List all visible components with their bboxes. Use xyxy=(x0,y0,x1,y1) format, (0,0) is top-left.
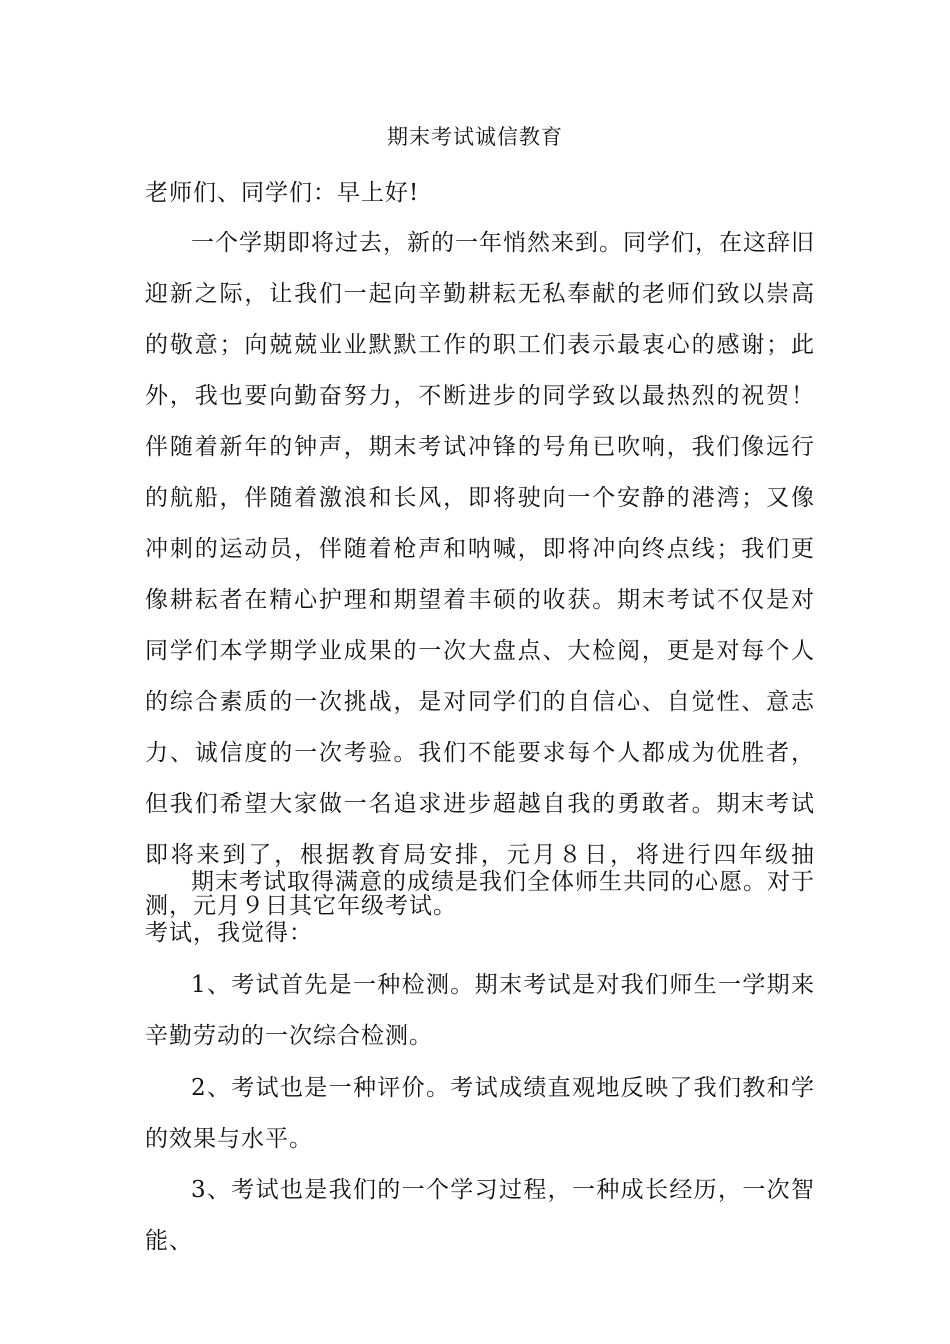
list-item: 3、考试也是我们的一个学习过程，一种成长经历，一次智能、 xyxy=(145,1177,815,1254)
paragraph: 期末考试取得满意的成绩是我们全体师生共同的心愿。对于考试，我觉得： xyxy=(145,869,815,946)
document-title: 期末考试诚信教育 xyxy=(387,125,563,149)
list-item: 1、考试首先是一种检测。期末考试是对我们师生一学期来辛勤劳动的一次综合检测。 xyxy=(145,972,815,1049)
list-item: 2、考试也是一种评价。考试成绩直观地反映了我们教和学的效果与水平。 xyxy=(145,1075,815,1152)
paragraph: 一个学期即将过去，新的一年悄然来到。同学们，在这辞旧迎新之际，让我们一起向辛勤耕耘无私奉献的老师们致以崇高的敬意；向兢兢业业默默工作的职工们表示最衷心的感谢；此外，我也要向勤奋努力，不断进步的同学致以最热烈的祝贺！伴随着新年的钟声，期末考试冲锋的号角已吹响，我们像远行的航船，伴随着激浪和长风，即将驶向一个安静的港湾；又像冲刺的运动员，伴随着枪声和呐喊，即将冲向终点线；我们更像耕耘者在精心护理和期望着丰硕的收获。期末考试不仅是对同学们本学期学业成果的一次大盘点、大检阅，更是对每个人的综合素质的一次挑战，是对同学们的自信心、自觉性、意志力、诚信度的一次考验。我们不能要求每个人都成为优胜者，但我们希望大家做一名追求进步超越自我的勇敢者。期末考试即将来到了，根据教育局安排，元月８日，将进行四年级抽测，元月９日其它年级考试。 xyxy=(145,230,815,919)
greeting: 老师们、同学们：早上好! xyxy=(145,180,420,206)
